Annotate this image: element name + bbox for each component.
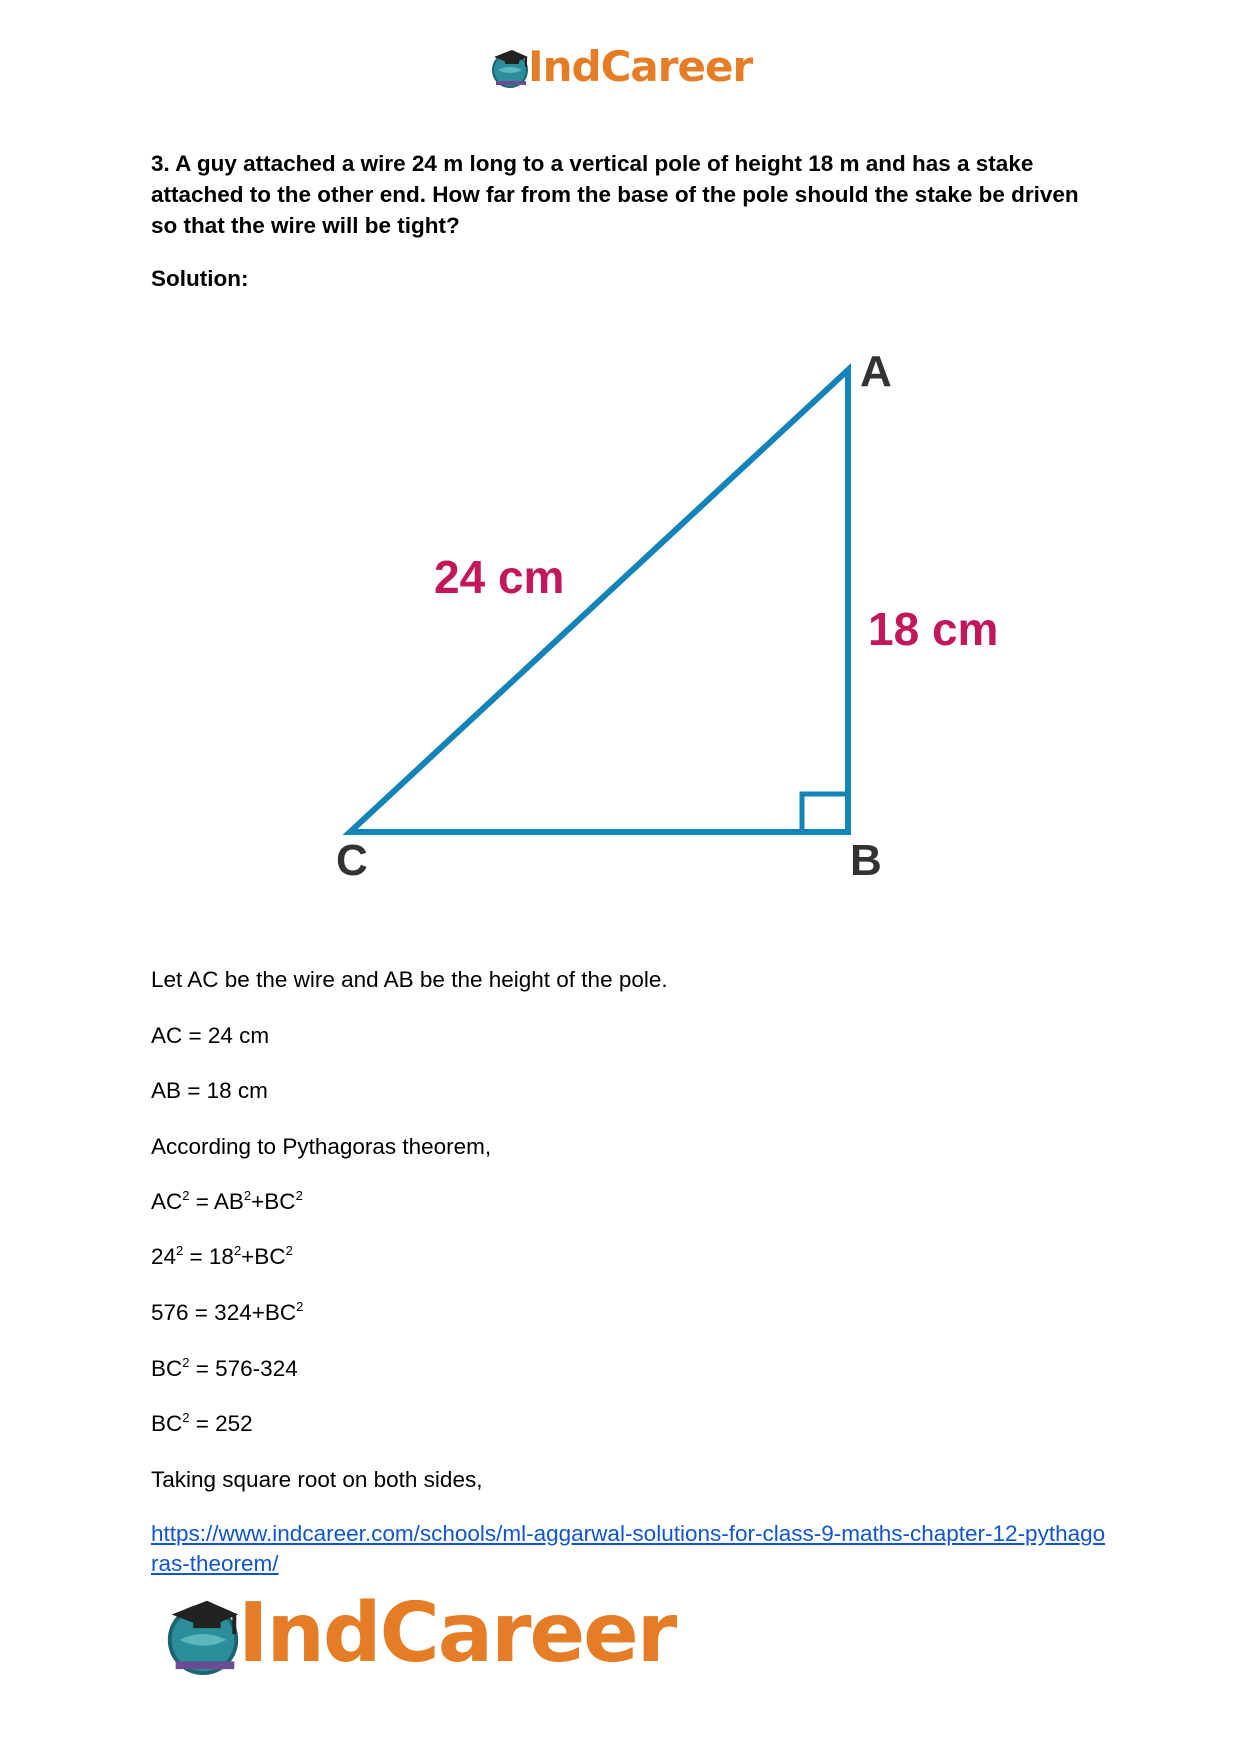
right-angle-marker	[802, 794, 848, 832]
footer-logo	[160, 1588, 675, 1680]
step-text: According to Pythagoras theorem,	[151, 1134, 492, 1159]
step-text: Taking square root on both sides,	[151, 1467, 483, 1492]
vertex-c-label: C	[336, 836, 368, 885]
logo-text: IndCareer	[238, 1586, 676, 1681]
vertex-a-label: A	[860, 347, 892, 396]
side-ac-label: 24 cm	[434, 551, 565, 603]
header-logo	[488, 40, 752, 94]
source-link[interactable]: https://www.indcareer.com/schools/ml-aggarwal-solutions-for-class-9-maths-chapter-12-pythagoras-theorem/	[151, 1521, 1106, 1576]
step-text: AC = 24 cm	[151, 1023, 270, 1048]
step-text: Let AC be the wire and AB be the height of the pole.	[151, 967, 668, 992]
equation: $576 = 324+BC^2$	[151, 1299, 304, 1325]
equation: $BC^2 = 252$	[151, 1410, 253, 1436]
solution-label: Solution:	[151, 266, 249, 291]
logo-text: IndCareer	[528, 42, 753, 91]
vertex-b-label: B	[850, 836, 882, 885]
equation: $24^2 = 18^2+BC^2$	[151, 1243, 293, 1269]
question-text: 3. A guy attached a wire 24 m long to a vertical pole of height 18 m and has a stake attached to the other end. How far from the base of the pole should the stake be driven so that the wire will be tight?	[151, 151, 1079, 238]
graduation-globe-icon	[488, 45, 532, 89]
equation: $BC^2 = 576-324$	[151, 1355, 298, 1381]
equation: $AC^2 = AB^2+BC^2$	[151, 1188, 303, 1214]
step-text: AB = 18 cm	[151, 1078, 268, 1103]
side-ab-label: 18 cm	[868, 603, 999, 655]
triangle-abc	[350, 370, 848, 832]
graduation-globe-icon	[160, 1591, 246, 1677]
